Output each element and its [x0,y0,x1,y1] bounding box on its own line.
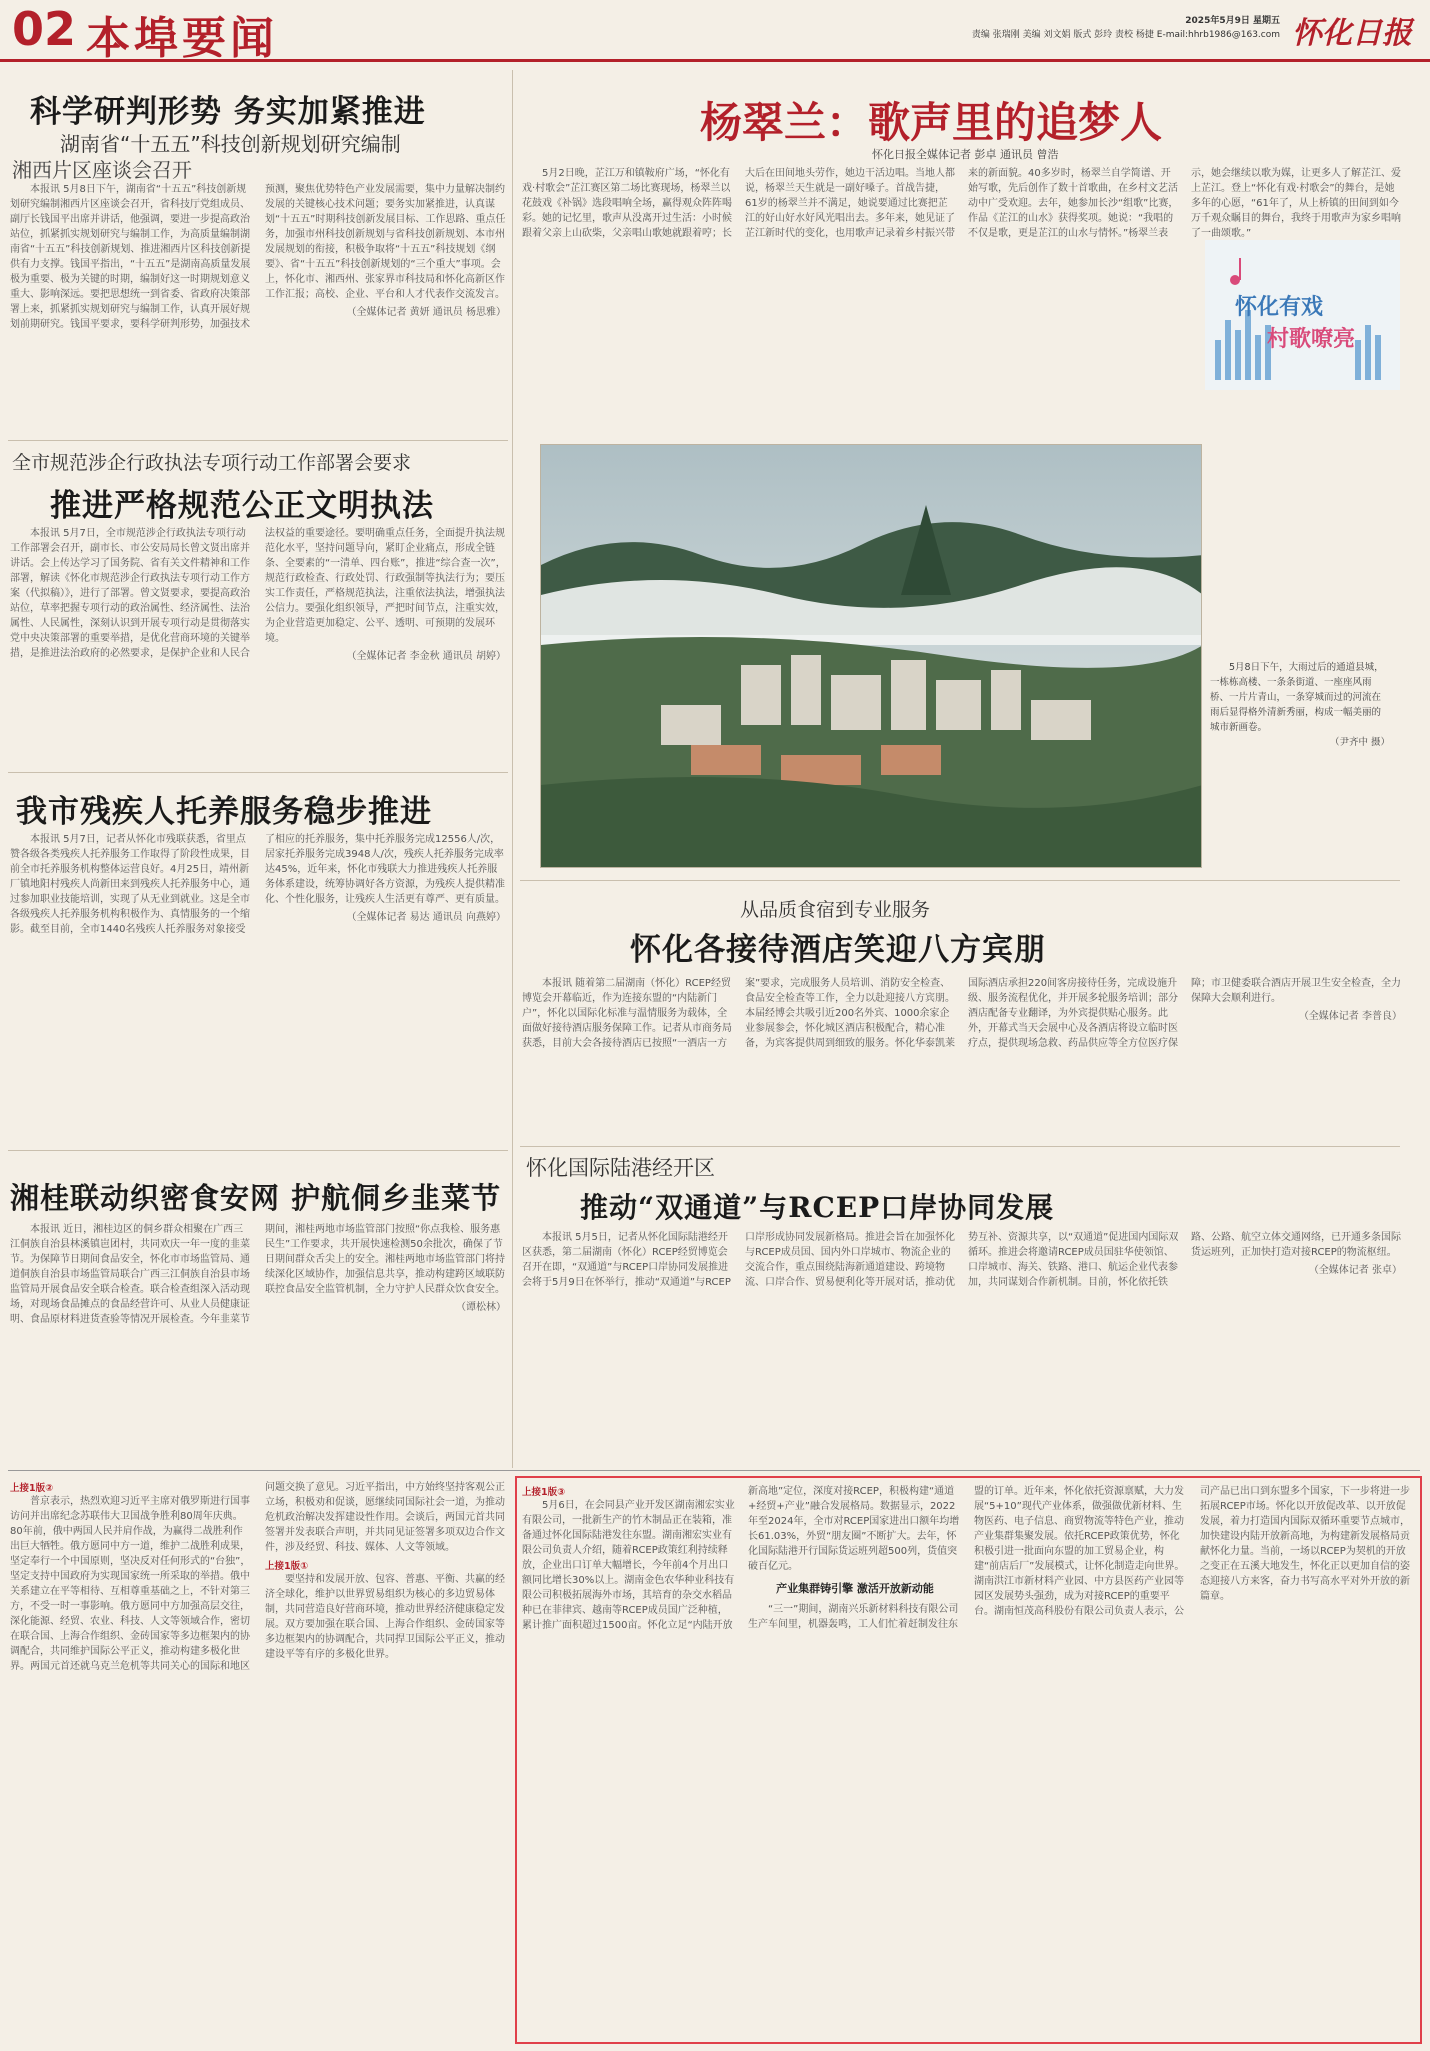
article-title-zhifa: 推进严格规范公正文明执法 [50,488,434,524]
article-title-canji: 我市残疾人托养服务稳步推进 [16,794,432,830]
cunge-badge [1205,240,1400,390]
article-credit: （全媒体记者 易达 通讯员 向燕婷） [346,912,506,923]
body-text: 本报讯 5月7日，全市规范涉企行政执法专项行动工作部署会召开，副市长、市公安局局长曾文贤出席并讲话。会上传达学习了国务院、省有关文件精神和工作部署，解读《怀化市规范涉企行政执法专项行动工作方案（代拟稿）》，进行了部署。曾文贤要求，要提高政治站位，草率把握专项行动的政治属性、经济属性、法治属性、人民属性，深刻认识到开展专项行动是贯彻落实党中央决策部署的重要举措，是优化营商环境的关键举措，是推进法治政府的必然要求，是保护企业和人民合法权益的重要途径。要明确重点任务，全面提升执法规范化水平，坚持问题导向，紧盯企业痛点，形成全链条、全要素的“一清单、四台账”，推进“综合查一次”，规范行政检查、行政处罚、行政强制等执法行为；要压实工作责任，严格规范执法，注重依法执法，增强执法公信力。要强化组织领导，严把时间节点，注重实效，为企业营造更加稳定、公平、透明、可预期的发展环境。 [10,528,506,659]
divider [520,880,1400,881]
badge-line1: 怀化有戏 [1235,294,1324,320]
jump-article-left [10,1480,506,2036]
article-body-jiudian [522,976,1402,1136]
article-credit: （全媒体记者 李普良） [1298,1011,1402,1022]
body-text-2: 要坚持和发展开放、包容、普惠、平衡、共赢的经济全球化，维护以世界贸易组织为核心的多边贸易体制，共同营造良好营商环境，推动世界经济健康稳定发展。双方要加强在联合国、上海合作组织、金砖国家等多边框架内的协调配合，共同捍卫国际公平正义，推动建设平等有序的多极化世界。 [265,1574,505,1660]
page-header [0,0,1430,62]
photo-credit: （尹齐中 摄） [1329,737,1390,748]
body-text: 普京表示，热烈欢迎习近平主席对俄罗斯进行国事访问并出席纪念苏联伟大卫国战争胜利80周年庆典。80年前，俄中两国人民并肩作战，为赢得二战胜利作出巨大牺牲。俄方愿同中方一道，维护二战胜利成果，坚定奉行一个中国原则，坚决反对任何形式的“台独”，坚定支持中国政府为实现国家统一所采取的举措。俄中关系建立在平等相待、互相尊重基础之上，不针对第三方，不受一时一事影响。俄方愿同中方加强高层交往，深化能源、经贸、农业、科技、人文等领域合作，密切在联合国、上海合作组织、金砖国家等多边框架内的协调配合，共同维护国际公平正义，推动构建多极化世界。两国元首还就乌克兰危机等共同关心的国际和地区问题交换了意见。习近平指出，中方始终坚持客观公正立场，积极劝和促谈，愿继续同国际社会一道，为推动危机政治解决发挥建设性作用。会谈后，两国元首共同签署并发表联合声明，并共同见证签署多项双边合作文件，涉及经贸、科技、媒体、人文等领域。 [10,1482,505,1672]
article-title-shian: 湘桂联动织密食安网 护航侗乡韭菜节 [10,1181,502,1215]
photo-caption [1210,660,1390,750]
body-text-2: “三一”期间，湖南兴乐新材料科技有限公司生产车间里，机器轰鸣，工人们忙着赶制发往东盟的订单。近年来，怀化依托资源禀赋，大力发展“5+10”现代产业体系，做强做优新材料、生物医药、电子信息、商贸物流等特色产业，推动产业集群集聚发展。依托RCEP政策优势，怀化积极引进一批面向东盟的加工贸易企业，构建“前店后厂”发展模式，让怀化制造走向世界。湖南洪江市新材料产业园、中方县医药产业园等园区发展势头强劲，成为对接RCEP的重要平台。湖南恒茂高科股份有限公司负责人表示，公司产品已出口到东盟多个国家，下一步将进一步拓展RCEP市场。怀化以开放促改革、以开放促发展，着力打造国内国际双循环重要节点城市，加快建设内陆开放新高地，为构建新发展格局贡献怀化力量。当前，一场以RCEP为契机的开放之变正在五溪大地发生，怀化正以更加自信的姿态迎接八方来客，奋力书写高水平对外开放的新篇章。 [748,1486,1410,1630]
city-photo [540,444,1202,868]
caption-text: 5月8日下午，大雨过后的通道县城，一栋栋高楼、一条条街道、一座座风雨桥、一片片青山，一条穿城而过的河流在雨后显得格外清新秀丽，构成一幅美丽的城市新画卷。 [1210,662,1384,733]
body-text: 本报讯 5月8日下午，湖南省“十五五”科技创新规划研究编制湘西片区座谈会召开，省科技厅党组成员、副厅长钱国平出席并讲话，他强调，要进一步提高政治站位，抓紧抓实规划研究与编制工作，为高质量编制湖南省“十五五”科技创新规划、推进湘西片区科技创新提供有力支撑。钱国平指出，“十五五”是湖南高质量发展极为重要、极为关键的时期，编制好这一时期规划意义重大、影响深远。要把思想统一到省委、省政府决策部署上来，抓紧抓实规划研究与编制工作，认真开展好规划前期研究。钱国平要求，要科学研判形势，加强技术预测，聚焦优势特色产业发展需要，集中力量解决制约发展的关键核心技术问题；要务实加紧推进，认真谋划“十五五”时期科技创新发展目标、工作思路、重点任务，加强市州科技创新规划与省科技创新规划、本市州发展规划的衔接，积极争取将“十五五”科技规划《纲要》、省“十五五”科技创新规划的“三个重大”事项。会上，怀化市、湘西州、张家界市科技局和怀化高新区作工作汇报；高校、企业、平台和人才代表作交流发言。 [10,184,506,330]
section-title: 本埠要闻 [86,13,278,64]
article-credit: （全媒体记者 李金秋 通讯员 胡婷） [346,651,506,662]
editors-line: 责编 张瑞刚 美编 刘文娟 版式 彭玲 责校 杨捷 E-mail:hhrb1986@163.com [971,30,1280,40]
article-title-rcep: 推动“双通道”与RCEP口岸协同发展 [580,1191,1055,1224]
jump-kicker: 上接1版③ [522,1487,566,1498]
header-meta [905,14,1280,42]
page-number: 02 [12,2,77,56]
column-divider [512,70,513,1468]
newspaper-logo: 怀化日报 [1292,16,1412,51]
article-title-keji: 科学研判形势 务实加紧推进 [30,94,426,130]
divider [520,1146,1400,1147]
article-title-yang: 杨翠兰：歌声里的追梦人 [700,98,1163,147]
article-kicker-jiudian: 从品质食宿到专业服务 [740,899,931,921]
body-text: 本报讯 近日，湘桂边区的侗乡群众相聚在广西三江侗族自治县林溪镇岜团村，共同欢庆一年一度的韭菜节。为保障节日期间食品安全，怀化市市场监管局、通道侗族自治县市场监管局联合广西三江侗族自治县市场监管局开展食品安全联合检查。联合检查组深入活动现场，对现场食品摊点的食品经营许可、从业人员健康证明、食品原材料进货查验等情况开展检查。今年韭菜节期间，湘桂两地市场监管部门按照“你点我检、服务惠民生”工作要求，共开展快速检测50余批次，确保了节日期间群众舌尖上的安全。湘桂两地市场监管部门将持续深化区域协作，加强信息共享，推动构建跨区域联防联控食品安全监管机制，全力守护人民群众饮食安全。 [10,1224,505,1325]
divider [8,1150,508,1151]
article-credit: （谭松林） [456,1302,506,1313]
article-kicker-zhifa: 全市规范涉企行政执法专项行动工作部署会要求 [12,452,412,474]
section-subhead: 产业集群铸引擎 激活开放新动能 [776,1582,934,1595]
cityscape-image [541,445,1202,868]
badge-line2: 村歌嘹亮 [1267,326,1356,352]
article-credit: （全媒体记者 黄妍 通讯员 杨思雅） [346,307,506,318]
body-text: 本报讯 5月7日，记者从怀化市残联获悉，省里点赞各级各类残疾人托养服务工作取得了阶段性成果，目前全市托养服务机构整体运营良好。4月25日，靖州新厂镇地阳村残疾人尚新田来到残疾人托养服务中心，通过参加职业技能培训，实现了从无业到就业。这是全市各级残疾人托养服务机构积极作为、真情服务的一个缩影。截至目前，全市1440名残疾人托养服务对象接受了相应的托养服务，集中托养服务完成12556人/次，居家托养服务完成3948人/次，残疾人托养服务完成率达45%，近年来，怀化市残联大力推进残疾人托养服务体系建设，统筹协调好各方资源，为残疾人提供精准化、个性化服务，让残疾人生活更有尊严、更有质量。 [10,834,505,935]
article-kicker-rcep: 怀化国际陆港经开区 [526,1156,715,1180]
article-body-zhifa [10,526,506,764]
body-text: 5月6日，在会同县产业开发区湖南湘宏实业有限公司，一批新生产的竹木制品正在装箱，准备通过怀化国际陆港发往东盟。湖南湘宏实业有限公司负责人介绍，随着RCEP政策红利持续释放，企业出口订单大幅增长，今年前4个月出口额同比增长30%以上。湖南金色农华种业科技有限公司积极拓展海外市场，其培育的杂交水稻品种已在菲律宾、越南等RCEP成员国广泛种植，累计推广面积超过1500亩。怀化立足“内陆开放新高地”定位，深度对接RCEP，积极构建“通道+经贸+产业”融合发展格局。数据显示，2022年至2024年，全市对RCEP国家进出口额年均增长61.03%，外贸“朋友圈”不断扩大。去年，怀化国际陆港开行国际货运班列超500列，货值突破百亿元。 [522,1486,960,1631]
jump-kicker-2: 上接1版① [265,1561,309,1572]
body-text: 5月2日晚，芷江万和镇鞍府广场，“怀化有戏·村歌会”芷江赛区第二场比赛现场，杨翠兰以花鼓戏《补锅》选段唱响全场，赢得观众阵阵喝彩。她的记忆里，歌声从没离开过生活：小时候跟着父亲上山砍柴，父亲唱山歌她就跟着哼；长大后在田间地头劳作，她边干活边唱。当地人都说，杨翠兰天生就是一副好嗓子。首战告捷，61岁的杨翠兰并不满足，她说要通过比赛把芷江的好山好水好风光唱出去。多年来，她见证了芷江新时代的变化，也用歌声记录着乡村振兴带来的新面貌。40多岁时，杨翠兰自学简谱、开始写歌，先后创作了数十首歌曲，在乡村文艺活动中广受欢迎。去年，她参加长沙“组歌”比赛，作品《芷江的山水》获得奖项。她说：“我唱的不仅是歌，更是芷江的山水与情怀。”杨翠兰表示，她会继续以歌为媒，让更多人了解芷江、爱上芷江。登上“怀化有戏·村歌会”的舞台，是她多年的心愿，“61年了，从上桥镇的田间到如今万千观众瞩目的舞台，我终于用歌声为家乡唱响了一曲颂歌。” [522,168,1401,239]
body-text: 本报讯 随着第二届湖南（怀化）RCEP经贸博览会开幕临近，作为连接东盟的“内陆新门户”，怀化以国际化标准与温情服务为载体，全面做好接待酒店服务保障工作。记者从市商务局获悉，目前大会各接待酒店已按照“一酒店一方案”要求，完成服务人员培训、消防安全检查、食品安全检查等工作，全力以赴迎接八方宾朋。本届经博会共吸引近200名外宾、1000余家企业参展参会，怀化城区酒店积极配合，精心准备，为宾客提供周到细致的服务。怀化华泰凯莱国际酒店承担220间客房接待任务，完成设施升级、服务流程优化，并开展多轮服务培训；部分酒店配备专业翻译，为外宾提供贴心服务。此外，开幕式当天会展中心及各酒店将设立临时医疗点，提供现场急救、药品供应等全方位医疗保障；市卫健委联合酒店开展卫生安全检查，全力保障大会顺利进行。 [522,978,1401,1049]
article-body-rcep [522,1230,1402,1460]
article-subtitle-keji-1: 湖南省“十五五”科技创新规划研究编制 [60,132,401,156]
article-body-canji [10,832,506,1142]
divider [8,440,508,441]
article-title-jiudian: 怀化各接待酒店笑迎八方宾朋 [630,932,1046,968]
jump-article-right [522,1484,1414,2036]
jump-kicker: 上接1版② [10,1483,54,1494]
issue-date: 2025年5月9日 星期五 [1185,16,1280,26]
divider [8,772,508,773]
article-body-keji [10,182,506,432]
article-subtitle-keji-2: 湘西片区座谈会召开 [12,158,192,182]
divider [8,1470,1420,1471]
article-body-shian [10,1222,506,1462]
body-text: 本报讯 5月5日，记者从怀化国际陆港经开区获悉，第二届湖南（怀化）RCEP经贸博览会召开在即，“双通道”与RCEP口岸协同发展推进会将于5月9日在怀举行，推动“双通道”与RCEP口岸形成协同发展新格局。推进会旨在加强怀化与RCEP成员国、国内外口岸城市、物流企业的交流合作，重点围绕陆海新通道建设、跨境物流、口岸合作、贸易便利化等开展对话，推动优势互补、资源共享，以“双通道”促进国内国际双循环。推进会将邀请RCEP成员国驻华使领馆、口岸城市、海关、铁路、港口、航运企业代表参加，共同谋划合作新机制。目前，怀化依托铁路、公路、航空立体交通网络，已开通多条国际货运班列，正加快打造对接RCEP的物流枢纽。 [522,1232,1401,1288]
article-credit: （全媒体记者 张卓） [1308,1265,1402,1276]
article-byline-yang: 怀化日报全媒体记者 彭卓 通讯员 曾浩 [872,148,1059,161]
